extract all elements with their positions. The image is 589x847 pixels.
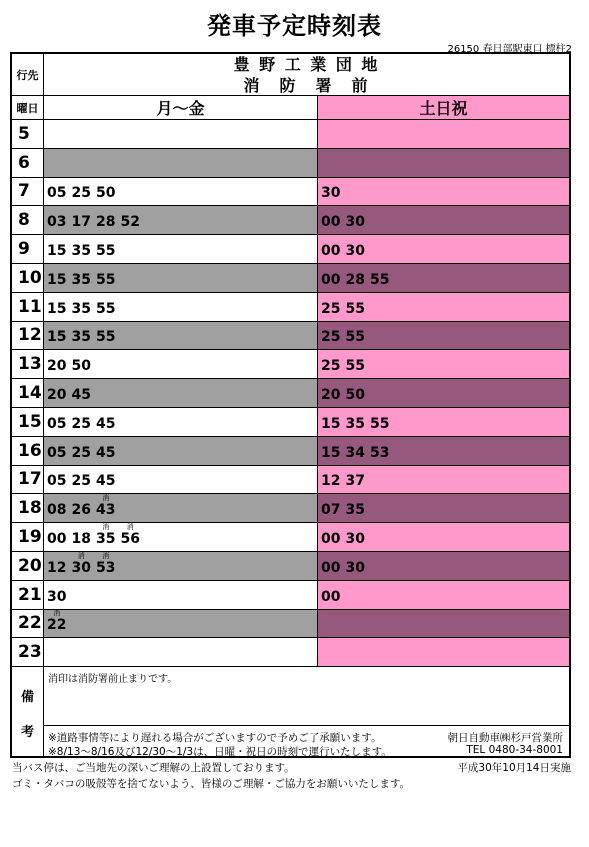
hour-label: 12: [18, 325, 42, 346]
hour-label: 11: [18, 296, 42, 317]
departure-minute: 43: [95, 502, 116, 519]
departure-time: [345, 502, 364, 518]
departure-time: [96, 416, 115, 432]
weekday-times: [44, 379, 318, 408]
departure-time: [321, 589, 340, 605]
departure-minute: 00: [47, 530, 67, 547]
weekday-times: [44, 638, 318, 667]
departure-minute: 03: [47, 214, 67, 231]
departure-time: [47, 416, 66, 432]
weekday-times: [44, 178, 318, 207]
departure-minute: 30: [345, 559, 365, 576]
departure-time: [96, 243, 115, 259]
departure-time: [71, 473, 90, 489]
departure-time: [95, 551, 116, 576]
departure-time: [71, 329, 90, 345]
hour-cell: [12, 264, 44, 293]
page-title: 発車予定時刻表: [207, 12, 382, 40]
departure-time: [47, 531, 66, 547]
weekday-times: [44, 466, 318, 495]
fire-station-mark: 消: [102, 551, 110, 560]
departure-minute: 55: [345, 358, 365, 375]
departure-minute: 25: [71, 473, 91, 490]
departure-minute: 25: [321, 358, 341, 375]
hour-label: 15: [18, 411, 42, 432]
departure-time: [370, 272, 389, 288]
departure-minute: 05: [47, 185, 67, 202]
timetable-frame: [10, 52, 571, 758]
departure-time: [345, 301, 364, 317]
operator-tel: TEL 0480-34-8001: [466, 744, 563, 756]
hour-label: 6: [18, 152, 30, 173]
hour-cell: [12, 494, 44, 523]
destination-sub: 消 防 署 前: [243, 76, 370, 95]
departure-time: [47, 560, 66, 576]
departure-minute: 05: [47, 444, 67, 461]
departure-minute: 55: [369, 415, 390, 432]
departure-minute: 30: [47, 588, 67, 605]
departure-time: [321, 272, 340, 288]
departure-time: [47, 214, 66, 230]
departure-minute: 35: [345, 415, 365, 432]
weekday-times: [44, 408, 318, 437]
departure-time: [71, 358, 90, 374]
departure-minute: 00: [321, 242, 341, 259]
hour-label: 5: [18, 123, 30, 144]
departure-minute: 12: [321, 473, 341, 490]
hour-label: 9: [18, 239, 30, 260]
departure-minute: 00: [321, 588, 341, 605]
departure-minute: 55: [95, 329, 116, 346]
weekday-times: [44, 552, 318, 581]
hour-label: 10: [18, 267, 42, 288]
departure-time: [96, 445, 115, 461]
destination-block: [44, 54, 569, 96]
departure-minute: 30: [345, 214, 365, 231]
departure-time: [321, 329, 340, 345]
holiday-times: [318, 552, 569, 581]
departure-minute: 55: [345, 300, 365, 317]
departure-time: [47, 358, 66, 374]
holiday-times: [318, 466, 569, 495]
hour-cell: [12, 293, 44, 322]
departure-time: [345, 387, 364, 403]
departure-time: [71, 301, 90, 317]
weekday-times: [44, 293, 318, 322]
holiday-times: [318, 264, 569, 293]
holiday-header: 土日祝: [318, 96, 569, 120]
departure-minute: 55: [95, 271, 116, 288]
departure-time: [321, 301, 340, 317]
departure-minute: 20: [47, 386, 67, 403]
departure-minute: 15: [321, 444, 341, 461]
fire-station-mark: 消: [77, 551, 85, 560]
departure-minute: 28: [345, 271, 365, 288]
departure-time: [370, 416, 389, 432]
departure-time: [71, 445, 90, 461]
departure-time: [47, 502, 66, 518]
hour-cell: [12, 408, 44, 437]
holiday-times: [318, 149, 569, 178]
hour-label: 13: [18, 354, 42, 375]
destination-name: 豊 野 工 業 団 地: [233, 55, 380, 74]
departure-minute: 30: [321, 185, 341, 202]
footer-notice: 当バス停は、ご当地先の深いご理解の上設置しております。: [12, 762, 295, 774]
hour-cell: [12, 350, 44, 379]
departure-time: [71, 387, 90, 403]
departure-minute: 53: [95, 559, 116, 576]
holiday-times: [318, 523, 569, 552]
departure-time: [96, 329, 115, 345]
departure-time: [47, 301, 66, 317]
hour-label: 21: [18, 584, 42, 605]
destination-label: 行先: [12, 54, 44, 96]
departure-time: [71, 416, 90, 432]
departure-minute: 00: [321, 214, 341, 231]
weekday-times: [44, 437, 318, 466]
remarks-label-2: 考: [20, 724, 34, 740]
holiday-times: [318, 610, 569, 639]
departure-minute: 50: [345, 386, 365, 403]
hour-cell: [12, 437, 44, 466]
departure-minute: 07: [321, 502, 341, 519]
hour-cell: [12, 322, 44, 351]
departure-time: [95, 522, 116, 547]
departure-time: [71, 551, 91, 576]
departure-time: [321, 502, 340, 518]
departure-time: [345, 272, 364, 288]
holiday-times: [318, 178, 569, 207]
departure-time: [345, 329, 364, 345]
departure-minute: 25: [321, 300, 341, 317]
hour-label: 23: [18, 642, 42, 663]
departure-minute: 50: [71, 358, 91, 375]
hour-cell: [12, 552, 44, 581]
weekday-header: 月～金: [44, 96, 318, 120]
departure-minute: 30: [345, 530, 365, 547]
holiday-times: [318, 638, 569, 667]
departure-time: [321, 531, 340, 547]
hour-cell: [12, 379, 44, 408]
departure-time: [345, 243, 364, 259]
departure-minute: 18: [71, 530, 91, 547]
departure-minute: 35: [95, 530, 116, 547]
departure-time: [321, 445, 340, 461]
departure-time: [345, 560, 364, 576]
departure-minute: 08: [47, 502, 67, 519]
departure-time: [71, 531, 90, 547]
departure-minute: 17: [71, 214, 91, 231]
departure-minute: 00: [321, 559, 341, 576]
departure-time: [71, 243, 90, 259]
weekday-times: [44, 120, 318, 149]
footer-request: ゴミ・タバコの吸殻等を捨てないよう、皆様のご理解・ご協力をお願いいたします。: [12, 778, 411, 790]
holiday-times: [318, 120, 569, 149]
weekday-times: [44, 523, 318, 552]
day-label: 曜日: [12, 96, 44, 120]
departure-time: [321, 214, 340, 230]
weekday-times: [44, 206, 318, 235]
holiday-times: [318, 322, 569, 351]
hour-cell: [12, 206, 44, 235]
departure-time: [96, 301, 115, 317]
hour-cell: [12, 581, 44, 610]
departure-minute: 50: [95, 185, 116, 202]
departure-time: [345, 445, 364, 461]
departure-time: [321, 387, 340, 403]
departure-time: [47, 445, 66, 461]
hour-label: 14: [18, 383, 42, 404]
departure-time: [47, 272, 66, 288]
departure-minute: 45: [95, 415, 116, 432]
departure-time: [47, 609, 67, 634]
departure-time: [321, 243, 340, 259]
holiday-times: [318, 293, 569, 322]
departure-time: [47, 185, 66, 201]
departure-time: [47, 243, 66, 259]
holiday-times: [318, 206, 569, 235]
hour-cell: [12, 523, 44, 552]
departure-time: [96, 214, 115, 230]
departure-minute: 25: [71, 185, 91, 202]
departure-minute: 25: [71, 415, 91, 432]
departure-minute: 15: [47, 271, 67, 288]
departure-time: [321, 185, 340, 201]
weekday-times: [44, 322, 318, 351]
remarks-label-1: 備: [20, 689, 34, 705]
departure-time: [71, 214, 90, 230]
fire-station-mark: 消: [126, 522, 134, 531]
departure-minute: 35: [71, 242, 91, 259]
hour-cell: [12, 638, 44, 667]
departure-time: [96, 473, 115, 489]
holiday-times: [318, 437, 569, 466]
remarks-note: 消印は消防署前止まりです。: [44, 666, 569, 726]
hour-label: 8: [18, 210, 30, 231]
departure-time: [47, 473, 66, 489]
departure-time: [345, 473, 364, 489]
departure-time: [47, 387, 66, 403]
remarks-line1: ※道路事情等により遅れる場合がございますので予めご了承願います。: [48, 732, 382, 744]
stop-code: 26150 春日部駅東口 標柱2: [447, 44, 572, 55]
departure-time: [96, 272, 115, 288]
departure-minute: 20: [47, 358, 67, 375]
effective-date: 平成30年10月14日実施: [457, 762, 571, 774]
departure-minute: 55: [95, 300, 116, 317]
departure-minute: 56: [120, 530, 140, 547]
departure-time: [321, 416, 340, 432]
hour-label: 17: [18, 469, 42, 490]
weekday-times: [44, 581, 318, 610]
departure-time: [120, 214, 139, 230]
departure-time: [96, 185, 115, 201]
holiday-times: [318, 494, 569, 523]
departure-minute: 05: [47, 473, 67, 490]
departure-time: [345, 531, 364, 547]
departure-minute: 37: [345, 473, 365, 490]
hour-cell: [12, 235, 44, 264]
departure-time: [120, 522, 140, 547]
departure-minute: 26: [71, 502, 91, 519]
remarks-line2: ※8/13～8/16及び12/30～1/3は、日曜・祝日の時刻で運行いたします。: [48, 746, 392, 758]
departure-time: [370, 445, 389, 461]
holiday-times: [318, 581, 569, 610]
departure-minute: 28: [95, 214, 116, 231]
departure-minute: 55: [95, 242, 116, 259]
departure-minute: 35: [71, 329, 91, 346]
departure-minute: 30: [345, 242, 365, 259]
departure-time: [71, 502, 90, 518]
hour-label: 20: [18, 555, 42, 576]
departure-minute: 35: [345, 502, 365, 519]
holiday-times: [318, 379, 569, 408]
hour-label: 7: [18, 181, 30, 202]
departure-time: [47, 589, 66, 605]
departure-time: [321, 358, 340, 374]
hour-label: 19: [18, 527, 42, 548]
departure-time: [321, 560, 340, 576]
departure-minute: 30: [71, 559, 91, 576]
departure-minute: 15: [321, 415, 341, 432]
operator-name: 朝日自動車㈱杉戸営業所: [447, 732, 563, 744]
departure-minute: 45: [95, 473, 116, 490]
hour-cell: [12, 178, 44, 207]
departure-time: [345, 416, 364, 432]
departure-minute: 55: [345, 329, 365, 346]
holiday-times: [318, 350, 569, 379]
departure-time: [345, 214, 364, 230]
fire-station-mark: 消: [53, 609, 61, 618]
departure-minute: 25: [71, 444, 91, 461]
departure-minute: 35: [71, 300, 91, 317]
weekday-times: [44, 264, 318, 293]
departure-minute: 15: [47, 242, 67, 259]
departure-minute: 22: [47, 617, 67, 634]
hour-label: 22: [18, 613, 42, 634]
departure-minute: 15: [47, 329, 67, 346]
departure-minute: 25: [321, 329, 341, 346]
departure-minute: 35: [71, 271, 91, 288]
remarks-label: [12, 666, 44, 758]
hour-label: 16: [18, 440, 42, 461]
departure-minute: 05: [47, 415, 67, 432]
fire-station-mark: 消: [102, 494, 110, 503]
departure-minute: 20: [321, 386, 341, 403]
departure-minute: 45: [95, 444, 116, 461]
departure-minute: 34: [345, 444, 365, 461]
holiday-times: [318, 408, 569, 437]
hour-cell: [12, 610, 44, 639]
weekday-times: [44, 350, 318, 379]
departure-time: [321, 473, 340, 489]
fire-station-mark: 消: [102, 522, 110, 531]
hour-cell: [12, 120, 44, 149]
departure-time: [95, 494, 116, 519]
hour-cell: [12, 149, 44, 178]
hour-cell: [12, 466, 44, 495]
departure-minute: 15: [47, 300, 67, 317]
departure-minute: 53: [369, 444, 390, 461]
departure-minute: 45: [71, 386, 91, 403]
weekday-times: [44, 494, 318, 523]
departure-minute: 12: [47, 559, 67, 576]
departure-minute: 00: [321, 271, 341, 288]
hour-label: 18: [18, 498, 42, 519]
departure-minute: 55: [369, 271, 390, 288]
departure-time: [71, 185, 90, 201]
weekday-times: [44, 610, 318, 639]
departure-time: [345, 358, 364, 374]
departure-time: [47, 329, 66, 345]
departure-minute: 52: [120, 214, 140, 231]
weekday-times: [44, 149, 318, 178]
departure-minute: 00: [321, 530, 341, 547]
weekday-times: [44, 235, 318, 264]
departure-time: [71, 272, 90, 288]
holiday-times: [318, 235, 569, 264]
